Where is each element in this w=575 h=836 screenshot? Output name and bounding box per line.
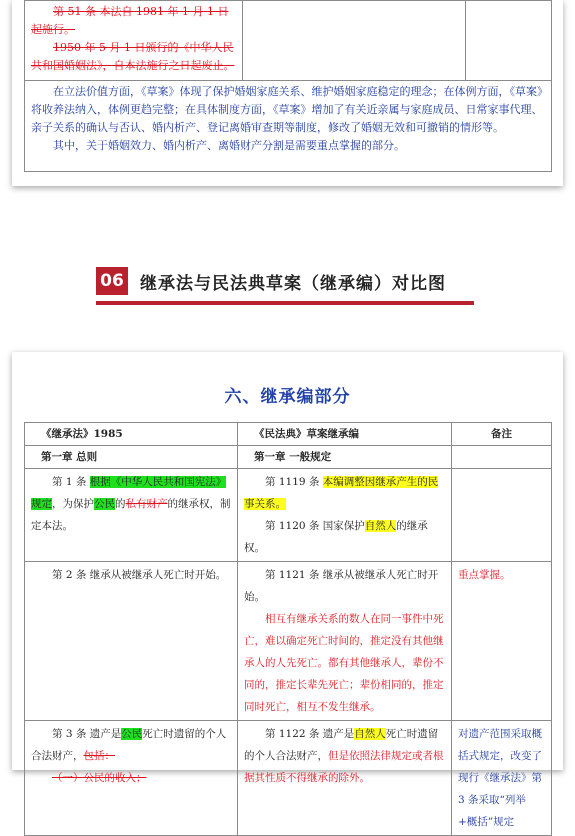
article-number: 第 1 条	[52, 476, 90, 488]
header-underline	[96, 301, 474, 305]
inheritance-table	[24, 422, 552, 836]
chapter-draft: 第一章 一般规定	[238, 446, 452, 469]
article-1-old	[25, 469, 238, 562]
highlight-scope: 本编调整因继承产生的民事关系。	[244, 476, 439, 510]
new-text-exception: 但是依照法律规定或者根据其性质不得继承的除外。	[244, 750, 444, 784]
highlight-constitution: 根据《中华人民共和国宪法》规定	[31, 476, 227, 510]
text-segment: ，为保护	[52, 498, 94, 510]
section-heading: 继承法与民法典草案（继承编）对比图	[140, 274, 446, 294]
section-header	[96, 265, 474, 309]
text-segment: 第 1122 条 遗产是	[265, 728, 355, 740]
article-text: 第 1121 条 继承从被继承人死亡时开始。	[244, 569, 439, 603]
text-segment: 第 1120 条 国家保护	[265, 520, 365, 532]
highlight-citizen: 公民	[121, 728, 143, 740]
article-1122	[238, 721, 452, 836]
article-1121	[238, 562, 452, 721]
text-segment: 的继承权，制定本法。	[31, 498, 231, 532]
article-2-old	[25, 562, 238, 721]
deleted-item-income: （一）公民的收入；	[52, 772, 147, 784]
chapter-notes	[452, 446, 552, 469]
summary-emphasis: 其中，关于婚姻效力、婚内析产、离婚财产分割是需要重点掌握的部分。	[53, 139, 405, 152]
section-title: 六、继承编部分	[224, 387, 351, 407]
article-number: 第 1119 条	[265, 476, 323, 488]
table-header-row	[25, 423, 552, 446]
column-header-draft: 《民法典》草案继承编	[238, 423, 452, 446]
deleted-article-51: 第 51 条 本法自 1981 年 1 月 1 日起施行。	[31, 5, 229, 36]
empty-cell	[243, 1, 466, 81]
section-number-badge: 06	[96, 267, 128, 295]
deleted-articles-cell	[25, 1, 243, 81]
note-cell	[452, 469, 552, 562]
text-segment: 死亡时遗留的个人合法财产，	[31, 728, 227, 762]
article-3-old	[25, 721, 238, 836]
table-row	[25, 721, 552, 836]
highlight-natural-person: 自然人	[364, 520, 397, 532]
empty-note-cell	[466, 1, 552, 81]
text-segment: 死亡时遗留的个人合法财产，	[244, 728, 439, 762]
highlight-natural-person: 自然人	[354, 728, 386, 740]
marriage-table	[24, 0, 552, 172]
comparison-card-inheritance	[12, 352, 563, 828]
column-header-notes: 备注	[452, 423, 552, 446]
comparison-card-marriage	[12, 0, 563, 186]
chapter-old-law: 第一章 总则	[25, 446, 238, 469]
note-estate-scope: 对遗产范围采取概括式规定，改变了现行《继承法》第 3 条采取“列举+概括”规定	[452, 721, 552, 836]
text-segment: 的继承权。	[244, 520, 428, 554]
deleted-including: 包括：	[83, 750, 115, 762]
highlight-citizen: 公民	[94, 498, 115, 510]
table-row	[25, 469, 552, 562]
summary-cell	[25, 81, 552, 172]
article-text: 第 2 条 继承从被继承人死亡时开始。	[52, 569, 227, 581]
note-key-point: 重点掌握。	[452, 562, 552, 721]
summary-paragraph: 在立法价值方面，《草案》体现了保护婚姻家庭关系、维护婚姻家庭稳定的理念；在体例方面，《草案》将收养法纳入，体例更趋完整；在具体制度方面，《草案》增加了有关近亲属与家庭成员、日常家事代理、亲子关系的确认与否认、婚内析产、登记离婚审查期等制度，修改了婚姻无效和可撤销的情形等。	[31, 85, 543, 134]
chapter-row	[25, 446, 552, 469]
article-1119-1120	[238, 469, 452, 562]
text-segment: 的	[115, 498, 126, 510]
deleted-repeal-clause: 1950 年 5 月 1 日颁行的《中华人民共和国婚姻法》，自本法施行之日起废止。	[31, 41, 235, 72]
table-row	[25, 562, 552, 721]
new-text-simultaneous-death: 相互有继承关系的数人在同一事件中死亡，难以确定死亡时间的，推定没有其他继承人的人先死亡。都有其他继承人，辈份不同的，推定长辈先死亡；辈份相同的，推定同时死亡，相互不发生继承。	[244, 613, 444, 713]
column-header-old-law: 《继承法》1985	[25, 423, 238, 446]
text-segment: 第 3 条 遗产是	[52, 728, 122, 740]
deleted-private-property: 私有财产	[125, 498, 168, 510]
